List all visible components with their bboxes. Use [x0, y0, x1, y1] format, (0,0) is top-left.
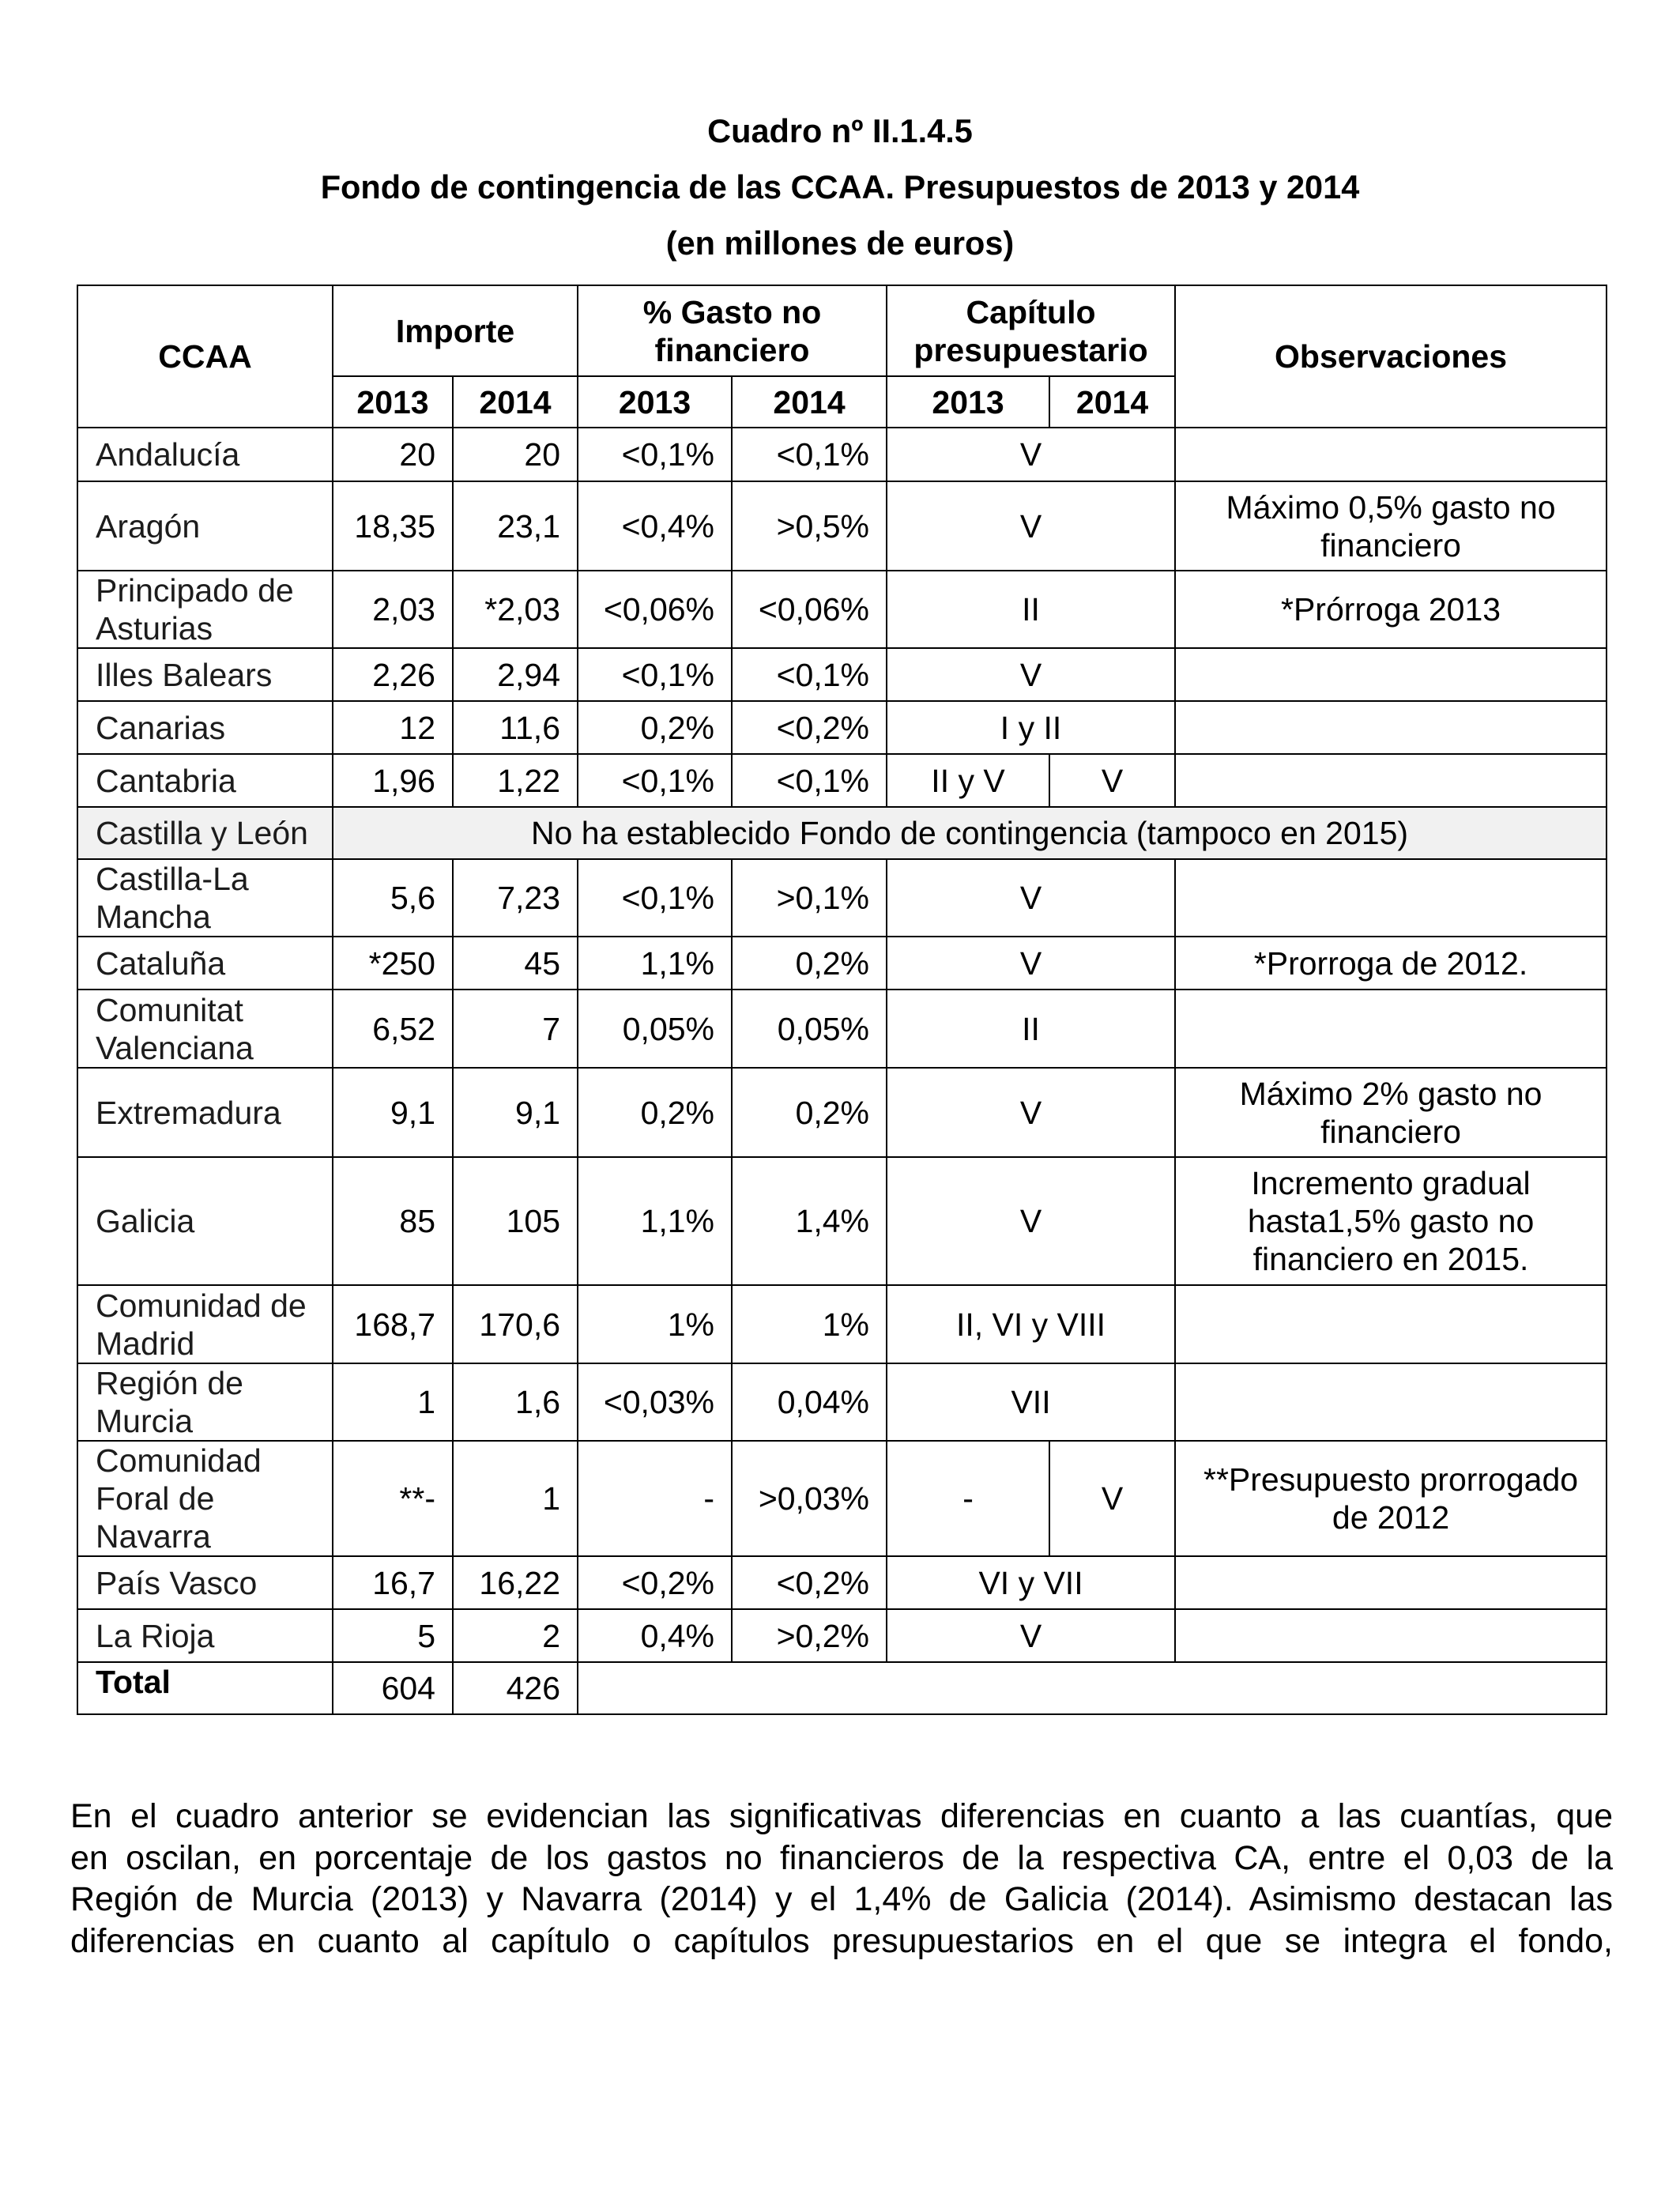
table-row: [77, 481, 1607, 571]
cell-ccaa: La Rioja: [77, 1609, 333, 1662]
table-row: [77, 1363, 1607, 1441]
cell-gasto-2014: >0,2%: [732, 1609, 887, 1662]
cell-observaciones: [1175, 648, 1607, 701]
header-gasto-no-financiero: % Gasto no financiero: [578, 285, 887, 376]
paragraph-line: diferencias en cuanto al capítulo o capítulos presupuestarios en el que se integra el fondo,: [70, 1921, 1613, 1960]
cell-observaciones: [1175, 754, 1607, 807]
cell-total-label: Total: [77, 1662, 333, 1714]
cell-ccaa: Comunidad Foral de Navarra: [77, 1441, 333, 1556]
table-row: [77, 859, 1607, 937]
cell-gasto-2013: <0,03%: [578, 1363, 732, 1441]
cell-observaciones: Máximo 0,5% gasto no financiero: [1175, 481, 1607, 571]
total-row: [77, 1662, 1607, 1714]
cell-importe-2013: 5: [333, 1609, 453, 1662]
cell-ccaa: Castilla y León: [77, 807, 333, 859]
cell-capitulo: II: [887, 990, 1175, 1068]
cell-ccaa: Principado de Asturias: [77, 571, 333, 648]
cell-importe-2014: 20: [453, 428, 578, 481]
cell-importe-2014: 2: [453, 1609, 578, 1662]
cell-gasto-2014: 0,04%: [732, 1363, 887, 1441]
cell-gasto-2014: >0,03%: [732, 1441, 887, 1556]
cell-gasto-2014: 1%: [732, 1285, 887, 1363]
cell-gasto-2013: 1,1%: [578, 1157, 732, 1285]
cell-ccaa: Región de Murcia: [77, 1363, 333, 1441]
cell-observaciones: [1175, 1285, 1607, 1363]
cell-ccaa: Aragón: [77, 481, 333, 571]
cell-gasto-2013: 1%: [578, 1285, 732, 1363]
cell-importe-2014: *2,03: [453, 571, 578, 648]
cell-gasto-2013: <0,1%: [578, 754, 732, 807]
cell-total-empty: [578, 1662, 1607, 1714]
cell-importe-2013: *250: [333, 937, 453, 990]
cell-capitulo: V: [887, 1157, 1175, 1285]
cell-ccaa: Cantabria: [77, 754, 333, 807]
cell-importe-2013: 18,35: [333, 481, 453, 571]
cell-importe-2014: 11,6: [453, 701, 578, 754]
cell-ccaa: Andalucía: [77, 428, 333, 481]
table-row: [77, 807, 1607, 859]
cell-ccaa: Comunitat Valenciana: [77, 990, 333, 1068]
header-observaciones: Observaciones: [1175, 285, 1607, 428]
cell-ccaa: Cataluña: [77, 937, 333, 990]
cell-gasto-2014: 1,4%: [732, 1157, 887, 1285]
cell-observaciones: [1175, 859, 1607, 937]
cell-importe-2013: 12: [333, 701, 453, 754]
cell-gasto-2014: >0,5%: [732, 481, 887, 571]
header-ccaa: CCAA: [77, 285, 333, 428]
header-capitulo-2014: 2014: [1049, 376, 1175, 428]
cell-importe-2013: 6,52: [333, 990, 453, 1068]
header-gasto-2013: 2013: [578, 376, 732, 428]
cell-total-importe-2013: 604: [333, 1662, 453, 1714]
header-importe-2013: 2013: [333, 376, 453, 428]
table-row: [77, 1157, 1607, 1285]
header-row: [77, 285, 1607, 376]
cell-gasto-2014: <0,06%: [732, 571, 887, 648]
header-gasto-2014: 2014: [732, 376, 887, 428]
cell-note: No ha establecido Fondo de contingencia (tampoco en 2015): [333, 807, 1607, 859]
cell-gasto-2013: 0,2%: [578, 1068, 732, 1157]
paragraph-line: Región de Murcia (2013) y Navarra (2014) y el 1,4% de Galicia (2014). Asimismo destacan las: [70, 1880, 1613, 1919]
cell-importe-2013: 2,26: [333, 648, 453, 701]
cell-importe-2014: 105: [453, 1157, 578, 1285]
cell-capitulo: V: [887, 481, 1175, 571]
cell-importe-2014: 45: [453, 937, 578, 990]
table-row: [77, 754, 1607, 807]
cell-capitulo: V: [887, 1609, 1175, 1662]
cell-importe-2014: 170,6: [453, 1285, 578, 1363]
cell-gasto-2014: <0,1%: [732, 648, 887, 701]
table-row: [77, 571, 1607, 648]
body-paragraph: [70, 1796, 1613, 1962]
cell-ccaa: Illes Balears: [77, 648, 333, 701]
cell-observaciones: **Presupuesto prorrogado de 2012: [1175, 1441, 1607, 1556]
cell-gasto-2014: 0,05%: [732, 990, 887, 1068]
cell-gasto-2013: <0,06%: [578, 571, 732, 648]
cell-observaciones: *Prorroga de 2012.: [1175, 937, 1607, 990]
cell-importe-2013: 85: [333, 1157, 453, 1285]
cell-gasto-2013: <0,4%: [578, 481, 732, 571]
cell-capitulo-2013: -: [887, 1441, 1049, 1556]
cell-gasto-2013: 0,2%: [578, 701, 732, 754]
cell-ccaa: Canarias: [77, 701, 333, 754]
header-capitulo-presupuestario: Capítulo presupuestario: [887, 285, 1175, 376]
cell-importe-2013: 1: [333, 1363, 453, 1441]
table-row: [77, 701, 1607, 754]
table-row: [77, 1609, 1607, 1662]
cell-importe-2014: 1,22: [453, 754, 578, 807]
cell-capitulo: V: [887, 1068, 1175, 1157]
cell-observaciones: [1175, 990, 1607, 1068]
cell-observaciones: [1175, 1556, 1607, 1609]
table-row: [77, 1068, 1607, 1157]
cell-gasto-2014: <0,2%: [732, 1556, 887, 1609]
cell-importe-2013: 20: [333, 428, 453, 481]
cell-capitulo: VI y VII: [887, 1556, 1175, 1609]
cell-capitulo: V: [887, 937, 1175, 990]
table-caption: [0, 103, 1680, 271]
cell-capitulo: II: [887, 571, 1175, 648]
cell-capitulo: V: [887, 648, 1175, 701]
cell-gasto-2014: 0,2%: [732, 937, 887, 990]
cell-observaciones: Incremento gradual hasta1,5% gasto no financiero en 2015.: [1175, 1157, 1607, 1285]
cell-gasto-2013: <0,2%: [578, 1556, 732, 1609]
table-number-title: Cuadro nº II.1.4.5: [707, 112, 973, 149]
table-row: [77, 648, 1607, 701]
cell-importe-2014: 1,6: [453, 1363, 578, 1441]
cell-importe-2013: 1,96: [333, 754, 453, 807]
cell-importe-2014: 1: [453, 1441, 578, 1556]
cell-importe-2013: 16,7: [333, 1556, 453, 1609]
cell-gasto-2013: <0,1%: [578, 428, 732, 481]
table-row: [77, 1441, 1607, 1556]
cell-importe-2013: 2,03: [333, 571, 453, 648]
cell-observaciones: [1175, 701, 1607, 754]
cell-importe-2013: 9,1: [333, 1068, 453, 1157]
cell-importe-2013: 168,7: [333, 1285, 453, 1363]
table-row: [77, 1285, 1607, 1363]
cell-gasto-2014: <0,1%: [732, 754, 887, 807]
cell-importe-2014: 2,94: [453, 648, 578, 701]
cell-gasto-2014: 0,2%: [732, 1068, 887, 1157]
cell-capitulo-2013: II y V: [887, 754, 1049, 807]
cell-observaciones: [1175, 428, 1607, 481]
cell-gasto-2013: 1,1%: [578, 937, 732, 990]
cell-observaciones: *Prórroga 2013: [1175, 571, 1607, 648]
cell-gasto-2013: 0,4%: [578, 1609, 732, 1662]
cell-importe-2013: **-: [333, 1441, 453, 1556]
cell-importe-2014: 23,1: [453, 481, 578, 571]
cell-capitulo-2014: V: [1049, 754, 1175, 807]
table-row: [77, 990, 1607, 1068]
contingency-fund-table: [77, 285, 1607, 1715]
header-importe: Importe: [333, 285, 578, 376]
cell-capitulo: VII: [887, 1363, 1175, 1441]
cell-gasto-2013: -: [578, 1441, 732, 1556]
cell-ccaa: Comunidad de Madrid: [77, 1285, 333, 1363]
cell-importe-2014: 7,23: [453, 859, 578, 937]
cell-importe-2013: 5,6: [333, 859, 453, 937]
table-units: (en millones de euros): [665, 224, 1015, 262]
cell-importe-2014: 7: [453, 990, 578, 1068]
cell-capitulo-2014: V: [1049, 1441, 1175, 1556]
cell-gasto-2014: <0,1%: [732, 428, 887, 481]
cell-capitulo: V: [887, 428, 1175, 481]
cell-observaciones: Máximo 2% gasto no financiero: [1175, 1068, 1607, 1157]
table-row: [77, 1556, 1607, 1609]
header-capitulo-2013: 2013: [887, 376, 1049, 428]
paragraph-line: en oscilan, en porcentaje de los gastos no financieros de la respectiva CA, entre el 0,03 de la: [70, 1838, 1613, 1877]
cell-capitulo: II, VI y VIII: [887, 1285, 1175, 1363]
cell-ccaa: Castilla-La Mancha: [77, 859, 333, 937]
cell-total-importe-2014: 426: [453, 1662, 578, 1714]
paragraph-line: En el cuadro anterior se evidencian las significativas diferencias en cuanto a las cuantías, que: [70, 1797, 1613, 1835]
cell-gasto-2013: <0,1%: [578, 648, 732, 701]
cell-ccaa: País Vasco: [77, 1556, 333, 1609]
cell-observaciones: [1175, 1363, 1607, 1441]
table-title: Fondo de contingencia de las CCAA. Presupuestos de 2013 y 2014: [320, 168, 1360, 205]
table-row: [77, 428, 1607, 481]
cell-capitulo: V: [887, 859, 1175, 937]
cell-observaciones: [1175, 1609, 1607, 1662]
cell-ccaa: Extremadura: [77, 1068, 333, 1157]
cell-capitulo: I y II: [887, 701, 1175, 754]
cell-importe-2014: 16,22: [453, 1556, 578, 1609]
cell-importe-2014: 9,1: [453, 1068, 578, 1157]
cell-ccaa: Galicia: [77, 1157, 333, 1285]
cell-gasto-2014: >0,1%: [732, 859, 887, 937]
cell-gasto-2013: 0,05%: [578, 990, 732, 1068]
header-importe-2014: 2014: [453, 376, 578, 428]
cell-gasto-2013: <0,1%: [578, 859, 732, 937]
table-row: [77, 937, 1607, 990]
cell-gasto-2014: <0,2%: [732, 701, 887, 754]
